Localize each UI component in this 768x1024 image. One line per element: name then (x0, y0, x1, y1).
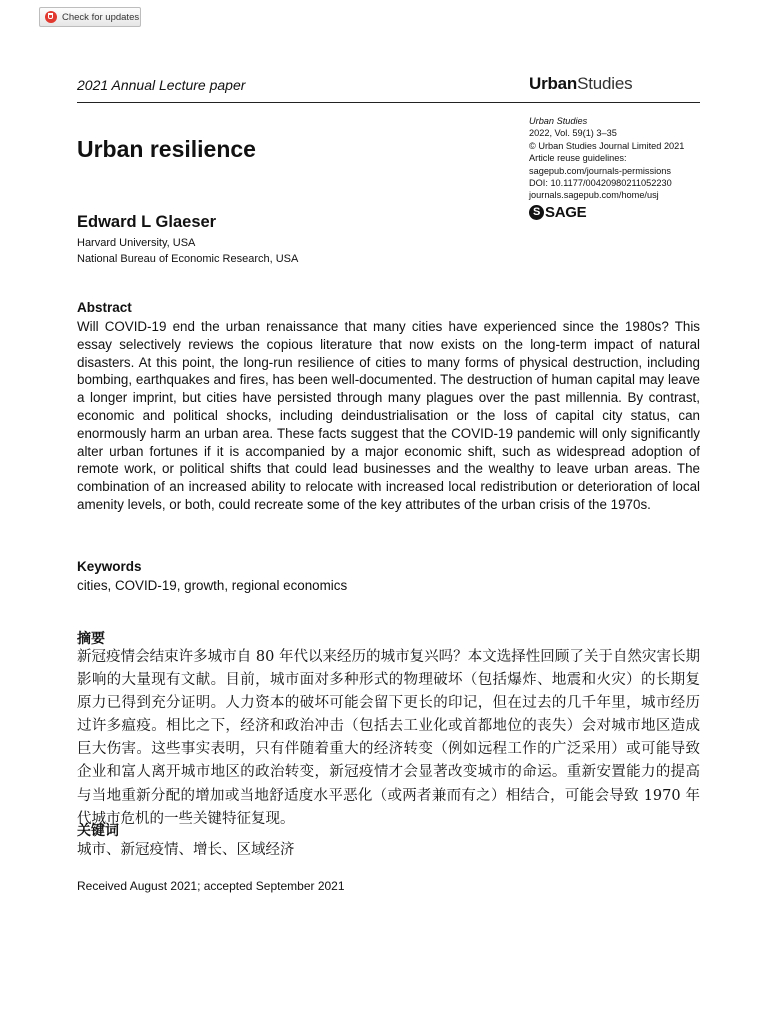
meta-reuse-link[interactable]: sagepub.com/journals-permissions (529, 165, 671, 176)
header-rule (77, 102, 700, 103)
meta-homepage-link[interactable]: journals.sagepub.com/home/usj (529, 190, 659, 201)
chinese-keywords-heading: 关键词 (77, 822, 119, 838)
received-date: Received August 2021; accepted September 2021 (77, 879, 345, 893)
author-name: Edward L Glaeser (77, 213, 217, 231)
bookmark-icon (45, 11, 57, 23)
abstract-text: Will COVID-19 end the urban renaissance that many cities have experienced since the 1980s? This essay selectively reviews the copious literature that now exists on the long-term impact of natural disasters. At this point, the long-run resilience of cities to many forms of physical destruction, including bombing, earthquakes and fires, has been well-documented. The destruction of human capital may leave a longer imprint, but cities have persisted through many plagues over the past millennia. By contrast, economic and political shocks, including deindustrialisation or the loss of capital city status, can enormously harm an urban area. These facts suggest that the COVID-19 pandemic will only significantly alter urban fortunes if it is accompanied by a major economic shift, such as widespread adoption of remote work, or political shifts that could lead businesses and the wealthy to leave urban areas. The combination of an increased ability to relocate with increased local redistribution or deterioration of local amenity levels, or both, could recreate some of the key attributes of the urban crisis of the 1970s. (77, 319, 700, 512)
chinese-abstract-text: 新冠疫情会结束许多城市自 80 年代以来经历的城市复兴吗？本文选择性回顾了关于自然灾害长期影响的大量现有文献。目前，城市面对多种形式的物理破坏（包括爆炸、地震和火灾）的长期复原力已得到充分证明。人力资本的破坏可能会留下更长的印记，但在过去的几千年里，城市经历过许多瘟疫。相比之下，经济和政治冲击（包括去工业化或首都地位的丧失）会对城市地区造成巨大伤害。这些事实表明，只有伴随着重大的经济转变（例如远程工作的广泛采用）或可能导致企业和富人离开城市地区的政治转变，新冠疫情才会显著改变城市的命运。重新安置能力的提高与当地重新分配的增加或当地舒适度水平恶化（或两者兼而有之）相结合，可能会导致 1970 年代城市危机的一些关键特征复现。 (77, 649, 700, 827)
sage-s-icon: S (529, 205, 544, 220)
journal-logo-light: Studies (577, 74, 633, 93)
meta-copyright: © Urban Studies Journal Limited 2021 (529, 140, 685, 151)
abstract-heading: Abstract (77, 300, 132, 315)
journal-logo-bold: Urban (529, 74, 578, 93)
meta-journal: Urban Studies (529, 116, 588, 126)
journal-logo (529, 74, 632, 94)
affiliation-2: National Bureau of Economic Research, USA (77, 253, 299, 265)
publication-meta (529, 115, 684, 202)
meta-citation: 2022, Vol. 59(1) 3–35 (529, 128, 617, 139)
chinese-abstract-heading: 摘要 (77, 630, 105, 646)
check-for-updates-button[interactable] (39, 7, 141, 27)
affiliation-1: Harvard University, USA (77, 237, 196, 249)
meta-doi[interactable]: DOI: 10.1177/00420980211052230 (529, 178, 672, 189)
publisher-name: SAGE (545, 204, 587, 221)
chinese-keywords-text: 城市、新冠疫情、增长、区域经济 (77, 842, 295, 858)
article-title: Urban resilience (77, 136, 256, 162)
keywords-heading: Keywords (77, 559, 142, 574)
meta-reuse-label: Article reuse guidelines: (529, 153, 627, 164)
check-for-updates-label: Check for updates (62, 11, 140, 23)
lecture-label: 2021 Annual Lecture paper (77, 77, 246, 93)
keywords-text: cities, COVID-19, growth, regional economics (77, 578, 348, 593)
publisher-logo (529, 204, 586, 221)
